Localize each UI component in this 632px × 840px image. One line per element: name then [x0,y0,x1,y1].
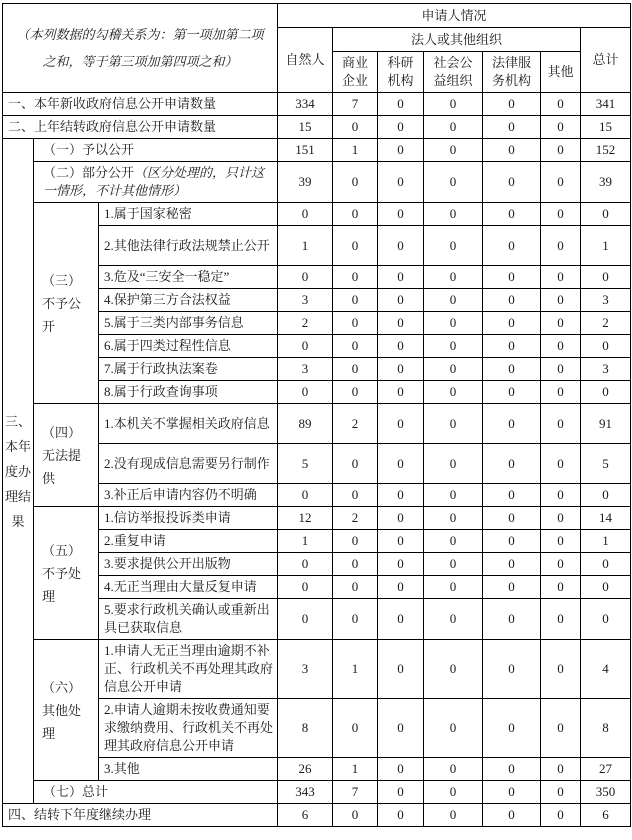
data-cell: 3 [278,289,333,312]
data-cell: 0 [333,804,378,827]
data-cell: 0 [278,335,333,358]
data-cell: 0 [424,599,483,640]
data-cell: 0 [378,162,424,203]
data-cell: 0 [581,576,631,599]
data-cell: 0 [333,358,378,381]
data-cell: 0 [378,139,424,162]
data-cell: 5 [581,444,631,484]
data-cell: 0 [483,381,541,404]
table-row [3,640,631,699]
item-label: 4.无正当理由大量反复申请 [99,576,278,599]
item-label: 4.保护第三方合法权益 [99,289,278,312]
data-cell: 0 [424,640,483,699]
table-row [3,804,631,827]
data-cell: 0 [483,484,541,507]
data-cell: 39 [581,162,631,203]
data-cell: 0 [483,758,541,781]
data-cell: 1 [581,226,631,266]
data-cell: 0 [541,93,581,116]
data-cell: 0 [424,381,483,404]
data-cell: 152 [581,139,631,162]
table-row [3,162,631,203]
data-cell: 0 [541,444,581,484]
data-cell: 0 [333,116,378,139]
data-cell: 0 [278,599,333,640]
data-cell: 343 [278,781,333,804]
item-label: 3.危及“三安全一稳定” [99,266,278,289]
data-cell: 1 [333,139,378,162]
data-cell: 0 [483,139,541,162]
header-applicant: 申请人情况 [278,4,631,28]
data-cell: 0 [581,553,631,576]
data-cell: 0 [333,576,378,599]
row-label-note: （区分处理的，只计这一情形，不计其他情形） [43,165,265,198]
header-total: 总计 [581,28,631,93]
row-label-open-partial [34,162,278,203]
data-cell: 0 [424,93,483,116]
data-cell: 0 [483,781,541,804]
data-cell: 0 [541,266,581,289]
data-cell: 0 [483,226,541,266]
header-org-type: 法律服务机构 [483,52,541,93]
data-cell: 0 [541,404,581,444]
data-cell: 0 [333,699,378,758]
data-cell: 0 [483,335,541,358]
data-cell: 6 [581,804,631,827]
item-label: 2.申请人逾期未按收费通知要求缴纳费用、行政机关不再处理其政府信息公开申请 [99,699,278,758]
section-label-results: 三、本年度办理结果 [3,139,34,804]
data-cell: 0 [378,203,424,226]
data-cell: 350 [581,781,631,804]
data-cell: 0 [581,484,631,507]
data-cell: 0 [483,444,541,484]
data-cell: 0 [541,312,581,335]
table-row [3,404,631,444]
data-cell: 0 [378,530,424,553]
data-cell: 0 [541,203,581,226]
data-cell: 0 [541,530,581,553]
data-cell: 0 [541,226,581,266]
data-cell: 0 [378,507,424,530]
data-cell: 0 [378,116,424,139]
data-cell: 0 [424,507,483,530]
group-label-no-process: （五）不予处理 [34,507,99,640]
data-cell: 0 [378,93,424,116]
group-label-unable: （四）无法提供 [34,404,99,507]
data-cell: 0 [483,404,541,444]
data-cell: 0 [483,266,541,289]
data-cell: 0 [378,599,424,640]
data-cell: 0 [378,312,424,335]
disclosure-table [2,3,631,827]
data-cell: 0 [333,312,378,335]
header-org-type: 社会公益组织 [424,52,483,93]
data-cell: 0 [483,289,541,312]
data-cell: 0 [333,289,378,312]
data-cell: 0 [541,576,581,599]
data-cell: 0 [424,162,483,203]
data-cell: 0 [483,599,541,640]
data-cell: 0 [581,266,631,289]
data-cell: 0 [278,203,333,226]
data-cell: 7 [333,781,378,804]
data-cell: 27 [581,758,631,781]
data-cell: 0 [424,553,483,576]
data-cell: 0 [424,203,483,226]
data-cell: 0 [333,266,378,289]
data-cell: 0 [483,640,541,699]
data-cell: 0 [541,640,581,699]
data-cell: 0 [424,484,483,507]
data-cell: 0 [483,553,541,576]
data-cell: 0 [483,530,541,553]
group-label-other-handle: （六）其他处理 [34,640,99,781]
data-cell: 0 [541,804,581,827]
data-cell: 0 [483,699,541,758]
data-cell: 0 [333,444,378,484]
data-cell: 0 [378,640,424,699]
data-cell: 0 [424,699,483,758]
data-cell: 0 [424,116,483,139]
data-cell: 2 [333,404,378,444]
data-cell: 0 [278,553,333,576]
data-cell: 0 [333,162,378,203]
table-row [3,93,631,116]
data-cell: 0 [541,484,581,507]
data-cell: 0 [541,289,581,312]
row-label-carried-over: 二、上年结转政府信息公开申请数量 [3,116,278,139]
data-cell: 0 [483,162,541,203]
data-cell: 39 [278,162,333,203]
data-cell: 0 [378,358,424,381]
data-cell: 0 [378,266,424,289]
data-cell: 0 [424,530,483,553]
item-label: 8.属于行政查询事项 [99,381,278,404]
data-cell: 0 [541,358,581,381]
data-cell: 0 [541,507,581,530]
data-cell: 0 [333,530,378,553]
data-cell: 0 [541,699,581,758]
item-label: 2.没有现成信息需要另行制作 [99,444,278,484]
data-cell: 0 [333,553,378,576]
data-cell: 0 [424,139,483,162]
data-cell: 1 [278,530,333,553]
item-label: 6.属于四类过程性信息 [99,335,278,358]
data-cell: 0 [333,203,378,226]
header-org-type: 其他 [541,52,581,93]
data-cell: 0 [581,203,631,226]
data-cell: 0 [541,335,581,358]
table-row [3,507,631,530]
data-cell: 0 [378,484,424,507]
table-row [3,116,631,139]
data-cell: 0 [378,335,424,358]
data-cell: 0 [581,381,631,404]
data-cell: 0 [541,553,581,576]
data-cell: 0 [541,758,581,781]
data-cell: 14 [581,507,631,530]
item-label: 2.其他法律行政法规禁止公开 [99,226,278,266]
data-cell: 0 [483,358,541,381]
data-cell: 1 [333,640,378,699]
data-cell: 0 [424,266,483,289]
data-cell: 3 [581,289,631,312]
item-label: 3.补正后申请内容仍不明确 [99,484,278,507]
data-cell: 89 [278,404,333,444]
data-cell: 0 [378,699,424,758]
item-label: 1.信访举报投诉类申请 [99,507,278,530]
data-cell: 0 [333,335,378,358]
data-cell: 0 [424,576,483,599]
data-cell: 6 [278,804,333,827]
data-cell: 0 [278,381,333,404]
data-cell: 0 [378,576,424,599]
table-row [3,4,631,28]
data-cell: 2 [581,312,631,335]
data-cell: 0 [378,226,424,266]
group-label-deny: （三）不予公开 [34,203,99,404]
data-cell: 0 [333,226,378,266]
data-cell: 0 [333,599,378,640]
data-cell: 0 [424,804,483,827]
data-cell: 0 [424,781,483,804]
page [0,3,632,840]
data-cell: 0 [378,444,424,484]
item-label: 1.申请人无正当理由逾期不补正、行政机关不再处理其政府信息公开申请 [99,640,278,699]
data-cell: 0 [378,781,424,804]
data-cell: 0 [483,507,541,530]
data-cell: 0 [378,553,424,576]
item-label: 5.属于三类内部事务信息 [99,312,278,335]
header-natural-person: 自然人 [278,28,333,93]
data-cell: 0 [378,758,424,781]
data-cell: 0 [278,484,333,507]
table-row [3,781,631,804]
data-cell: 0 [483,804,541,827]
row-label-subtotal: （七）总计 [34,781,278,804]
data-cell: 0 [378,804,424,827]
data-cell: 0 [424,312,483,335]
table-row [3,139,631,162]
data-cell: 0 [424,404,483,444]
data-cell: 0 [424,444,483,484]
row-label-text: （二）部分公开 [43,165,135,180]
data-cell: 0 [541,599,581,640]
item-label: 2.重复申请 [99,530,278,553]
data-cell: 8 [581,699,631,758]
data-cell: 341 [581,93,631,116]
item-label: 3.其他 [99,758,278,781]
data-cell: 0 [278,266,333,289]
data-cell: 4 [581,640,631,699]
data-cell: 8 [278,699,333,758]
data-cell: 91 [581,404,631,444]
data-cell: 0 [333,381,378,404]
data-cell: 0 [378,289,424,312]
data-cell: 0 [581,599,631,640]
data-cell: 3 [278,358,333,381]
data-cell: 0 [424,758,483,781]
data-cell: 0 [483,203,541,226]
data-cell: 1 [278,226,333,266]
data-cell: 0 [378,381,424,404]
data-cell: 0 [541,116,581,139]
data-cell: 0 [541,381,581,404]
table-row [3,203,631,226]
data-cell: 0 [541,162,581,203]
data-cell: 0 [541,781,581,804]
data-cell: 1 [333,758,378,781]
data-cell: 5 [278,444,333,484]
data-cell: 0 [424,289,483,312]
data-cell: 15 [278,116,333,139]
row-label-open-full: （一）予以公开 [34,139,278,162]
data-cell: 0 [424,226,483,266]
item-label: 1.本机关不掌握相关政府信息 [99,404,278,444]
data-cell: 334 [278,93,333,116]
data-cell: 0 [333,484,378,507]
data-cell: 0 [483,312,541,335]
data-cell: 0 [483,93,541,116]
data-cell: 0 [541,139,581,162]
data-cell: 1 [581,530,631,553]
header-org-type: 商业企业 [333,52,378,93]
data-cell: 26 [278,758,333,781]
data-cell: 3 [278,640,333,699]
data-cell: 0 [424,335,483,358]
data-cell: 12 [278,507,333,530]
data-cell: 0 [378,404,424,444]
header-legal-org: 法人或其他组织 [333,28,581,52]
data-cell: 0 [581,335,631,358]
data-cell: 0 [483,116,541,139]
item-label: 3.要求提供公开出版物 [99,553,278,576]
data-cell: 0 [424,358,483,381]
data-cell: 3 [581,358,631,381]
data-cell: 2 [333,507,378,530]
data-cell: 0 [278,576,333,599]
data-cell: 7 [333,93,378,116]
row-label-new-received: 一、本年新收政府信息公开申请数量 [3,93,278,116]
header-org-type: 科研机构 [378,52,424,93]
data-cell: 2 [278,312,333,335]
item-label: 7.属于行政执法案卷 [99,358,278,381]
item-label: 5.要求行政机关确认或重新出具已获取信息 [99,599,278,640]
data-cell: 15 [581,116,631,139]
data-cell: 151 [278,139,333,162]
reconciliation-note: （本列数据的勾稽关系为：第一项加第二项之和，等于第三项加第四项之和） [3,4,278,93]
item-label: 1.属于国家秘密 [99,203,278,226]
row-label-next-year: 四、结转下年度继续办理 [3,804,278,827]
data-cell: 0 [483,576,541,599]
